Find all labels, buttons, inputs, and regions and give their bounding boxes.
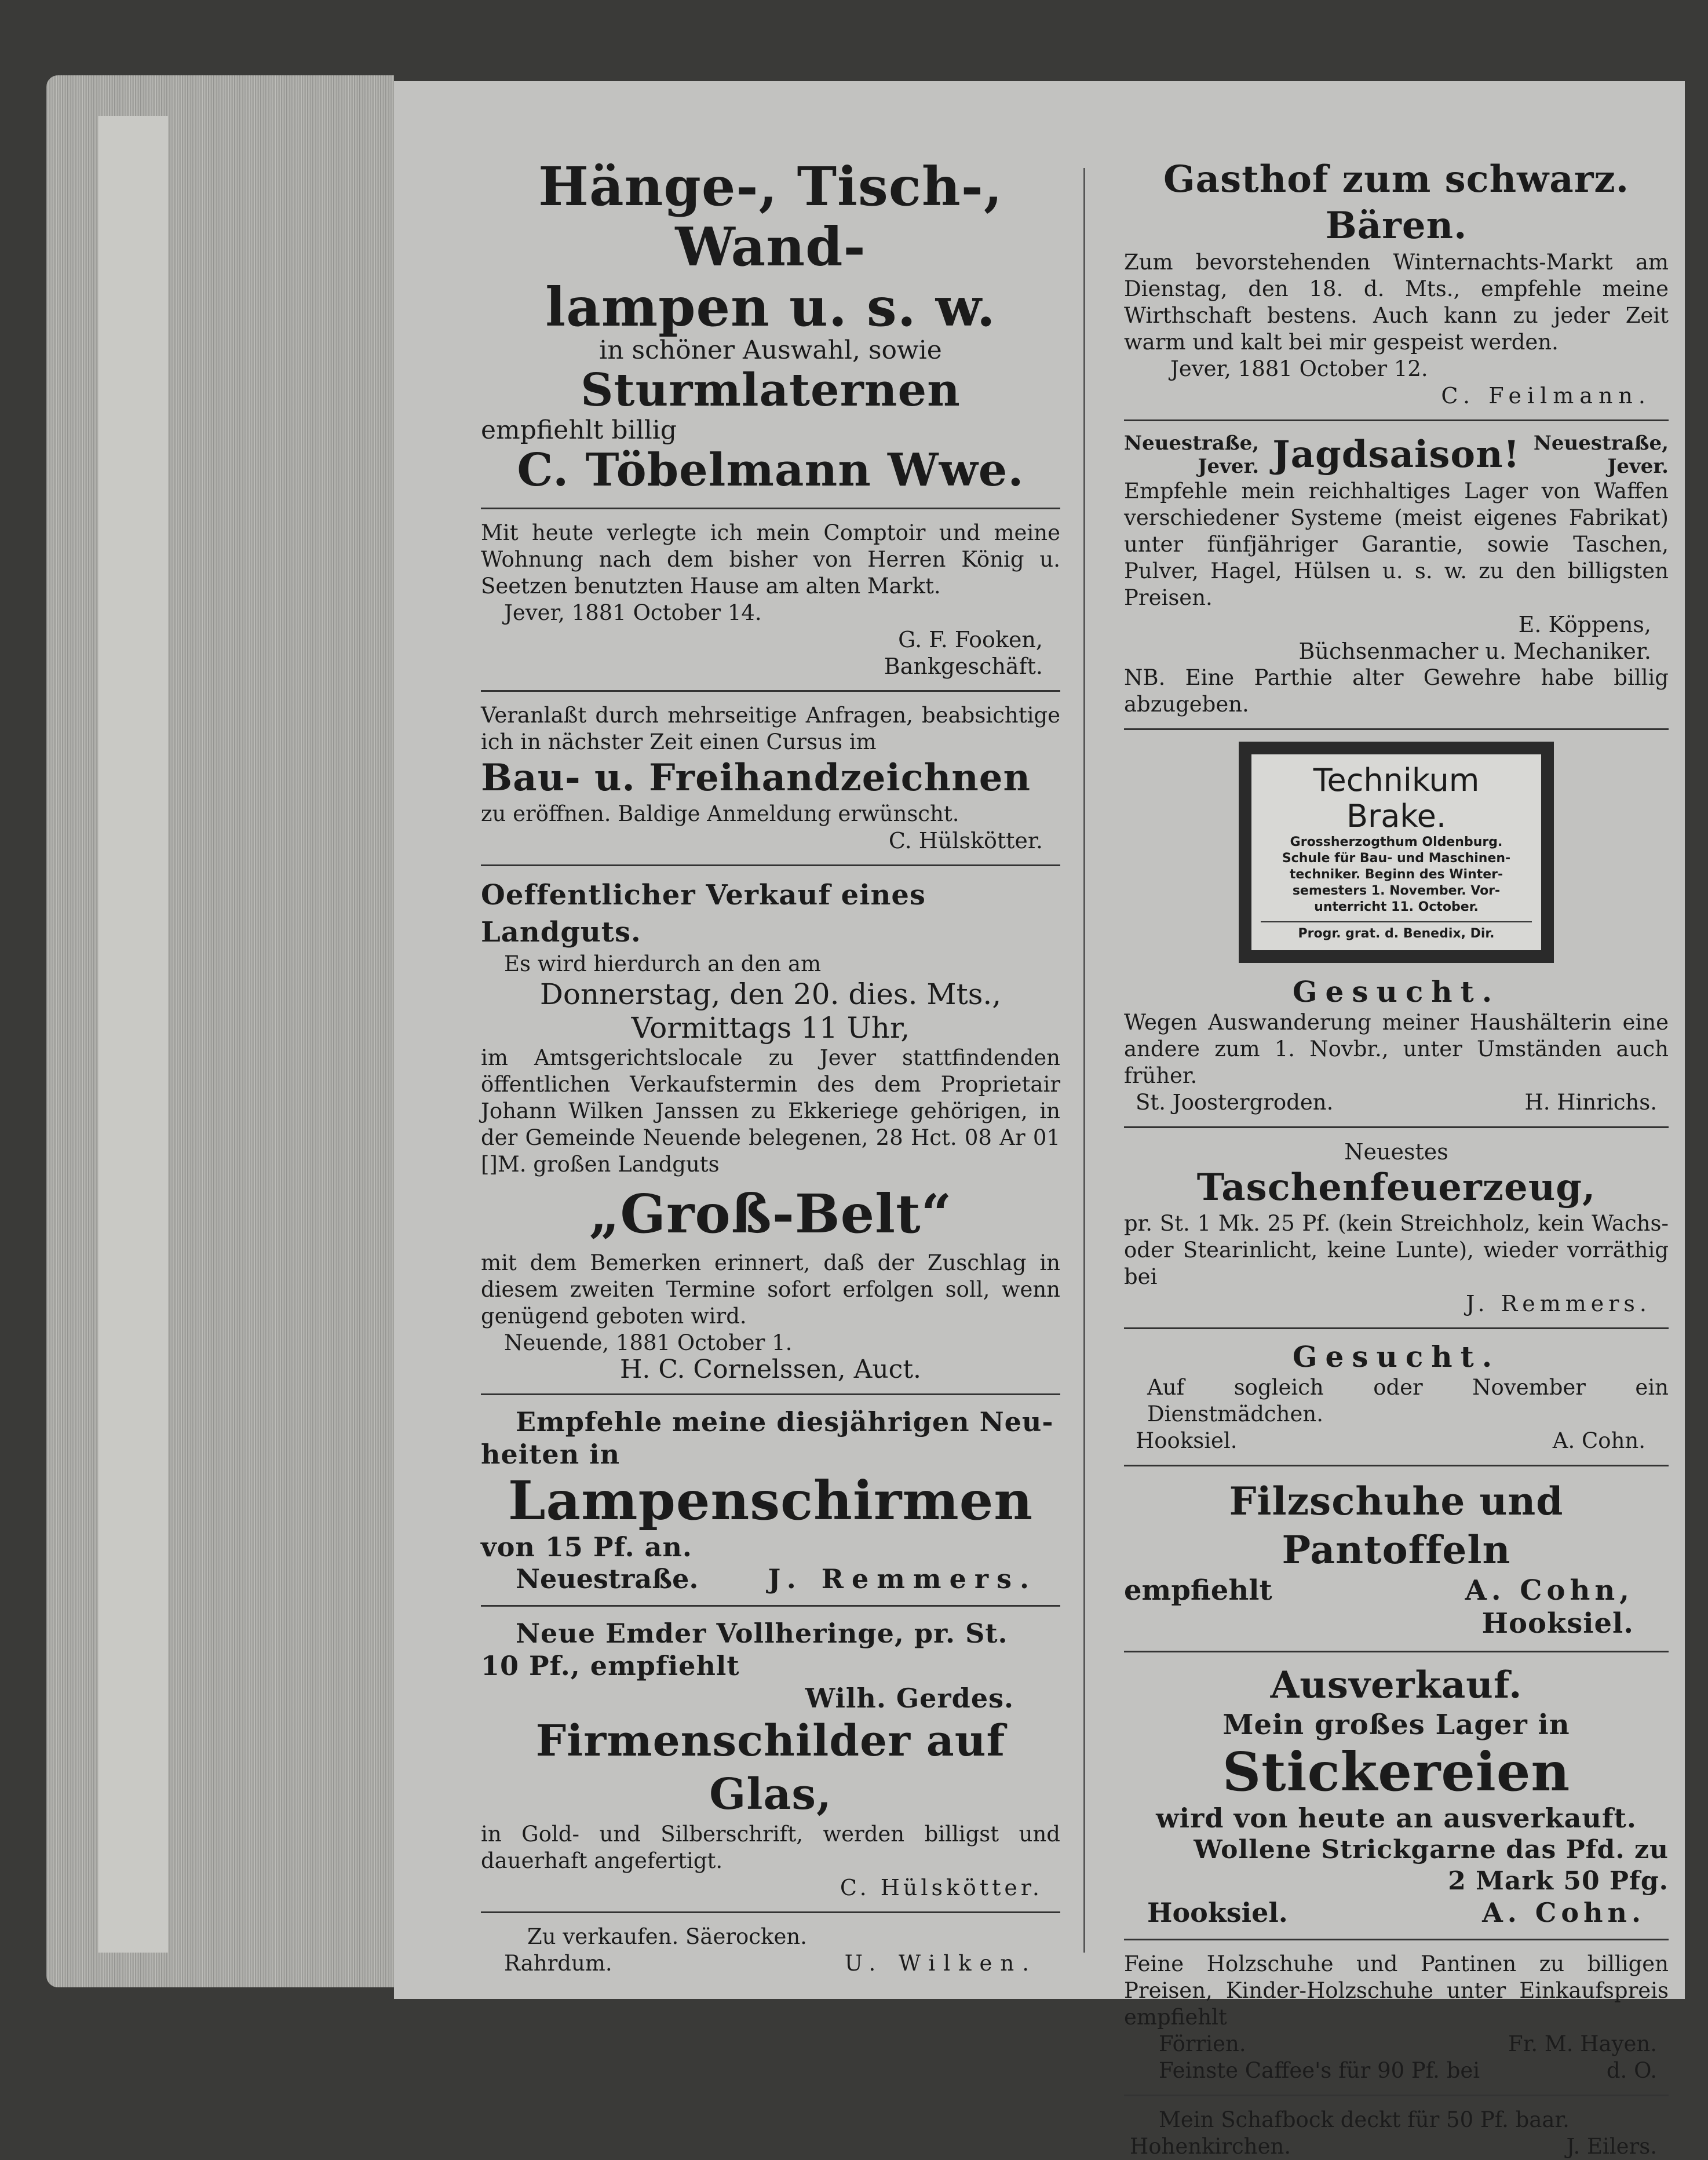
ad-separator [1124,1939,1669,1940]
ad-signature: J. Remmers. [768,1563,1037,1595]
ad-for-sale [481,1924,1060,1977]
ad-signature: A. Cohn. [1552,1428,1645,1453]
ad-text: wird von heute an ausverkauft. [1156,1803,1637,1834]
ad-text: Mein Schafbock deckt für 50 Pf. baar. [1159,2107,1570,2132]
ad-separator [481,508,1060,509]
ad-text: Neue Emder Vollheringe, pr. St. [516,1618,1008,1649]
ad-text: Es wird hierdurch an den am [504,951,822,976]
ad-signature: Wilh. Gerdes. [805,1683,1014,1714]
ad-lighter [1124,1139,1669,1317]
ad-separator [1124,728,1669,730]
ad-text: Zu verkaufen. Säerocken. [527,1924,807,1949]
ad-text: Empfehle meine diesjährigen Neu- [516,1406,1054,1437]
left-column [481,156,1060,1977]
ad-heading: Filzschuhe und Pantoffeln [1229,1479,1564,1572]
ad-heading: „Groß-Belt“ [589,1183,952,1245]
ad-signature: A. Cohn. [1482,1897,1645,1928]
ad-heading: Oeffentlicher Verkauf eines Landguts. [481,879,926,948]
ad-heading: Gasthof zum schwarz. Bären. [1163,158,1630,247]
ad-text: von 15 Pf. an. [481,1531,692,1563]
ad-text: empfiehlt billig [481,415,677,445]
ad-signature: E. Köppens, [1518,612,1651,637]
ad-heading: Lampenschirmen [508,1469,1034,1532]
ad-land-sale [481,877,1060,1383]
ad-place: Neuestraße. [516,1563,699,1595]
ad-signature: Bankgeschäft. [884,654,1043,679]
ad-heading: Gesucht. [1292,1340,1501,1374]
ad-heading: Bau- u. Freihandzeichnen [481,756,1031,800]
ad-text: mit dem Bemerken erinnert, daß der Zuschlag in diesem zweiten Termine sofort erfolgen soll, wenn genügend geboten wird. [481,1250,1060,1329]
ad-place: Hohenkirchen. [1130,2134,1291,2159]
book-cover-edge [98,116,168,1953]
ad-place: St. Joostergroden. [1136,1090,1334,1115]
ad-text: Feine Holzschuhe und Pantinen zu billigen Preisen, Kinder-Holzschuhe unter Einkaufspreis empfiehlt [1124,1951,1669,2030]
ad-text: zu eröffnen. Baldige Anmeldung erwünscht. [481,801,959,826]
ad-signature: J. Remmers. [1466,1291,1651,1316]
ad-place: Förrien. [1159,2031,1246,2056]
ad-place: Hooksiel. [1147,1897,1288,1928]
ad-signature: H. Hinrichs. [1524,1090,1657,1115]
ad-text: Auf sogleich oder November ein Dienstmädchen. [1147,1375,1669,1426]
ad-text: empfiehlt [1124,1574,1272,1607]
ad-heading: Jagdsaison! [1272,433,1520,476]
ad-text: Veranlaßt durch mehrseitige Anfragen, beabsichtige ich in nächster Zeit einen Cursus im [481,703,1060,754]
ad-place: Jever. [1198,455,1260,478]
ad-text: Wollene Strickgarne das Pfd. zu [1194,1835,1669,1865]
ad-signature: C. Hülskötter. [888,828,1043,853]
ad-signature: C. Töbelmann Wwe. [517,444,1024,497]
ad-signature: d. O. [1606,2058,1657,2083]
ad-place: Rahrdum. [504,1951,612,1976]
ad-text: Schule für Bau- und Maschinen-techniker. Beginn des Winter-semesters 1. November. Vor-unterricht 11. October. [1282,851,1511,914]
technikum-ad-box [1239,742,1554,963]
ad-separator [1124,2095,1669,2096]
ad-signature: Büchsenmacher u. Mechaniker. [1298,638,1651,664]
ad-text: im Amtsgerichtslocale zu Jever stattfindenden öffentlichen Verkaufstermin des dem Proprietair Johann Wilken Janssen zu Ekkeriege gehörigen, in der Gemeinde Neuende belegenen, 28 Hct. 08 Ar 01 []M. großen Landguts [481,1045,1060,1177]
ad-signature: C. Hülskötter. [840,1875,1043,1900]
ad-signature: C. Feilmann. [1441,383,1651,408]
ad-hunting [1124,432,1669,718]
ad-place: Neuestraße, [1533,432,1669,455]
ad-signature: Fr. M. Hayen. [1508,2031,1657,2056]
ad-place: Jever. [1607,455,1669,478]
ad-signature: Progr. grat. d. Benedix, Dir. [1261,921,1532,942]
ad-date: Neuende, 1881 October 1. [504,1330,793,1355]
ad-text: Donnerstag, den 20. dies. Mts., [539,977,1002,1011]
ad-place: Hooksiel. [1136,1428,1238,1453]
ad-separator [481,864,1060,866]
ad-date: Jever, 1881 October 14. [504,600,762,625]
ad-separator [481,1393,1060,1395]
ad-text: Wegen Auswanderung meiner Haushälterin eine andere zum 1. Novbr., unter Umständen auch früher. [1124,1010,1669,1088]
ad-gasthof [1124,156,1669,409]
ad-separator [1124,1126,1669,1128]
ad-text: in Gold- und Silberschrift, werden billigst und dauerhaft angefertigt. [481,1822,1060,1873]
newspaper-page [394,81,1685,2159]
ad-heading: Stickereien [1222,1741,1571,1803]
ad-signature: J. Eilers. [1566,2134,1657,2159]
ad-wanted-maid [1124,1340,1669,1454]
ad-wanted-housekeeper [1124,975,1669,1116]
ad-heading: Hänge-, Tisch-, Wand- [538,155,1003,278]
ad-text: Mein großes Lager in [1222,1709,1570,1741]
ad-sellout [1124,1663,1669,1928]
ad-heading: Taschenfeuerzeug, [1196,1166,1596,1209]
column-divider [1083,168,1085,1953]
ad-heading: Sturmlaternen [581,364,961,417]
ad-text: NB. Eine Parthie alter Gewehre habe billig abzugeben. [1124,665,1669,717]
ad-signature: A. Cohn, [1465,1574,1634,1607]
ad-heading: Ausverkauf. [1270,1663,1523,1707]
ad-signature: H. C. Cornelssen, Auct. [620,1355,921,1384]
ad-clogs [1124,1951,1669,2057]
ad-text: Feinste Caffee's für 90 Pf. bei [1159,2058,1480,2083]
ad-place: Neuestraße, [1124,432,1260,455]
ad-text: in schöner Auswahl, sowie [599,335,942,365]
ad-text: heiten in [481,1439,621,1470]
ad-heading: Firmenschilder auf Glas, [535,1716,1006,1819]
ad-text: Grossherzogthum Oldenburg. [1290,835,1503,849]
ad-lampshades [481,1406,1060,1595]
ad-text: Zum bevorstehenden Winternachts-Markt am Dienstag, den 18. d. Mts., empfehle meine Wirthschaft bestens. Auch kann zu jeder Zeit warm und kalt bei mir gespeist werden. [1124,250,1669,355]
ad-heading: lampen u. s. w. [545,276,996,338]
ad-slippers [1124,1477,1669,1640]
ad-separator [481,1911,1060,1913]
ad-lamps [481,156,1060,497]
ad-separator [1124,419,1669,421]
ad-text: Vormittags 11 Uhr, [631,1011,910,1045]
ad-signature: G. F. Fooken, [898,627,1043,652]
ad-text: 2 Mark 50 Pfg. [1448,1866,1669,1896]
ad-separator [1124,1327,1669,1329]
ad-text: Mit heute verlegte ich mein Comptoir und meine Wohnung nach dem bisher von Herren König u. Seetzen benutzten Hause am alten Markt. [481,520,1060,599]
ad-ram [1124,2107,1669,2160]
ad-heading: Gesucht. [1292,975,1501,1009]
ad-herring [481,1617,1060,1714]
ad-glass-signs [481,1714,1060,1901]
ad-signature: U. Wilken. [844,1951,1037,1976]
ad-text: 10 Pf., empfiehlt [481,1650,740,1681]
ad-text: pr. St. 1 Mk. 25 Pf. (kein Streichholz, kein Wachs- oder Stearinlicht, keine Lunte), wieder vorräthig bei [1124,1211,1669,1289]
ad-fooken [481,520,1060,680]
ad-separator [1124,1651,1669,1652]
ad-coffee [1124,2057,1669,2084]
right-column [1124,156,1669,2160]
ad-separator [481,690,1060,692]
ad-drawing-course [481,702,1060,854]
ad-separator [481,1605,1060,1607]
ad-heading: Technikum Brake. [1313,762,1480,834]
ad-signature: Hooksiel. [1481,1607,1634,1640]
ad-text: Neuestes [1344,1139,1448,1165]
ad-separator [1124,1465,1669,1466]
ad-date: Jever, 1881 October 12. [1170,356,1428,381]
ad-text: Empfehle mein reichhaltiges Lager von Waffen verschiedener Systeme (meist eigenes Fabrikat) unter fünfjähriger Garantie, sowie Taschen, Pulver, Hagel, Hülsen u. s. w. zu den billigsten Preisen. [1124,479,1669,610]
